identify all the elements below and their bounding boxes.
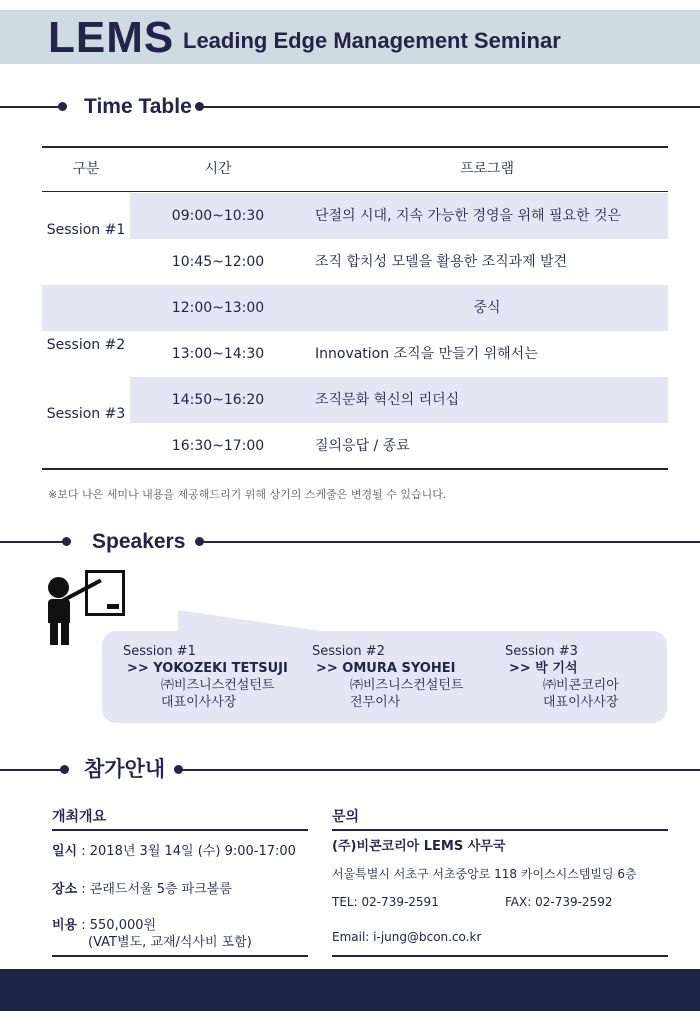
overview-caption: 개최개요 [52,809,107,825]
contact-caption: 문의 [332,809,360,825]
table-row-program: 질의응답 / 종료 [315,438,410,454]
speaker-company: ㈜비즈니스컨설턴트 [161,678,275,693]
speech-bubble-tail [178,610,328,632]
table-row-program: 중식 [473,300,501,316]
table-row-time: 13:00~14:30 [171,346,265,362]
session-label: Session #1 [46,222,126,238]
contact-fax: FAX: 02-739-2592 [505,895,613,909]
table-row-time: 09:00~10:30 [171,208,265,224]
fee-label: 비용 [52,918,78,933]
header-banner [0,10,700,64]
footer-bar [0,969,700,1011]
contact-tel: TEL: 02-739-2591 [332,895,439,909]
section-title: 참가안내 [84,758,166,781]
speaker-title: 대표이사사장 [161,695,237,710]
speaker-card [505,643,619,711]
section-title: Time Table [84,95,192,118]
contact-email: Email: i-jung@bcon.co.kr [332,930,482,944]
speaker-name: >> 박 기석 [509,661,578,676]
speaker-company: ㈜비콘코리아 [543,678,619,693]
speaker-card [312,643,463,711]
time-table [42,146,668,470]
speaker-name: >> OMURA SYOHEI [316,661,456,676]
place-label: 장소 [52,882,78,897]
session-label: Session #3 [46,406,126,422]
schedule-note: ※보다 나은 세미나 내용을 제공해드리기 위해 상기의 스케줄은 변경될 수 있습니다. [48,488,447,501]
date-label: 일시 [52,844,78,859]
table-row-program: 단절의 시대, 지속 가능한 경영을 위해 필요한 것은 [315,208,622,224]
table-row-time: 16:30~17:00 [171,438,265,454]
date-value: : 2018년 3월 14일 (수) 9:00-17:00 [77,844,296,859]
logo: LEMS [48,13,175,62]
section-heading-speakers [0,527,700,557]
contact-panel [332,806,668,944]
speaker-name: >> YOKOZEKI TETSUJI [127,661,288,676]
speaker-card [123,643,288,711]
section-heading-info [0,755,700,785]
contact-org: (주)비콘코리아 LEMS 사무국 [332,839,506,854]
speaker-session: Session #1 [123,644,196,659]
place-value: : 콘래드서울 5층 파크볼룸 [77,882,232,897]
speaker-company: ㈜비즈니스컨설턴트 [350,678,464,693]
table-row-time: 14:50~16:20 [171,392,265,408]
table-row-program: Innovation 조직을 만들기 위해서는 [315,346,538,362]
seminar-subtitle: Leading Edge Management Seminar [183,28,561,53]
overview-panel [52,806,308,950]
contact-address: 서울특별시 서초구 서초중앙로 118 카이스시스템빌딩 6층 [332,867,637,881]
speaker-title: 대표이사사장 [543,695,619,710]
table-row-time: 12:00~13:00 [171,300,265,316]
section-heading-timetable [0,92,700,122]
column-header: 시간 [204,161,232,177]
place-row [52,881,232,898]
section-title: Speakers [92,530,186,553]
table-row-time: 10:45~12:00 [171,254,265,270]
table-row-program: 조직 합치성 모델을 활용한 조직과제 발견 [315,254,568,270]
speaker-title: 전무이사 [350,695,401,710]
session-label: Session #2 [46,337,126,353]
column-header: 프로그램 [459,161,515,177]
fee-row [52,917,156,934]
fee-note: (VAT별도, 교재/식사비 포함) [88,935,252,950]
date-row [52,843,296,860]
fee-value: : 550,000원 [77,918,157,933]
speaker-session: Session #2 [312,644,385,659]
table-row-program: 조직문화 혁신의 리더십 [315,392,460,408]
column-header: 구분 [72,161,100,177]
speaker-session: Session #3 [505,644,578,659]
